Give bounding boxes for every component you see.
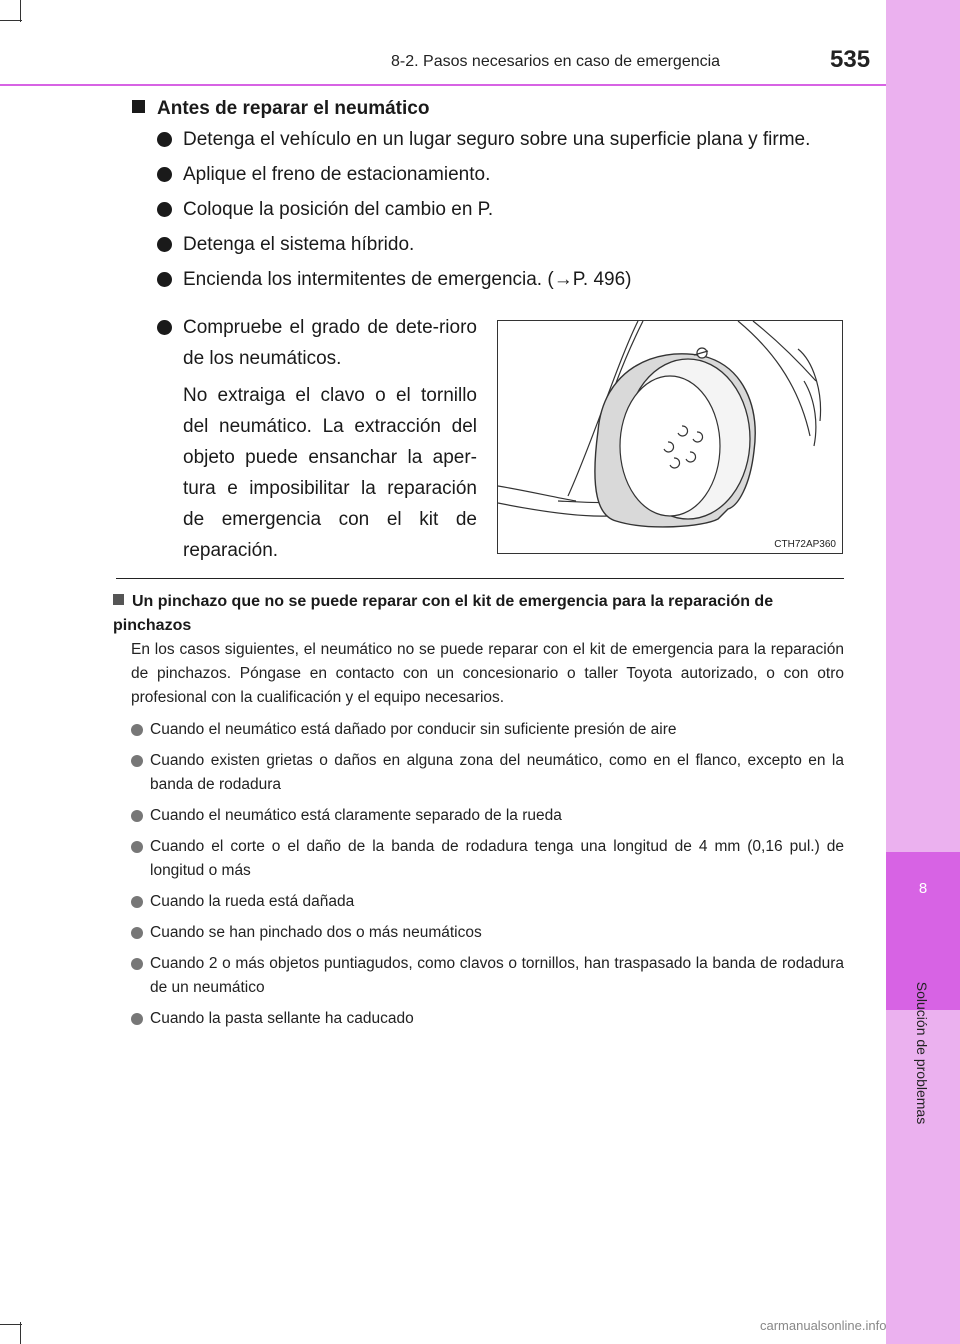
bullet-dot-icon	[131, 896, 143, 908]
bullet-dot-icon	[131, 1013, 143, 1025]
bullet-dot-icon	[157, 167, 172, 182]
crop-mark	[20, 0, 21, 22]
bullet-dot-icon	[157, 132, 172, 147]
list-item	[157, 264, 843, 295]
note-list	[131, 718, 844, 1038]
bullet-text: Detenga el vehículo en un lugar seguro sobre una superficie plana y firme.	[183, 129, 811, 150]
list-item	[131, 749, 844, 797]
note-body: En los casos siguientes, el neumático no se puede reparar con el kit de emergencia para la reparación de pinchazos. Póngase en contacto con un concesionario o taller Toyota autorizado, o con otro profesional con la cualificación y el equipo necesarios.	[131, 641, 844, 706]
bullet-list	[157, 124, 843, 299]
list-item	[131, 952, 844, 1000]
note-item-text: Cuando el corte o el daño de la banda de rodadura tenga una longitud de 4 mm (0,16 pul.) de longitud o más	[150, 838, 844, 879]
bullet-dot-icon	[131, 927, 143, 939]
bullet-text: Aplique el freno de estacionamiento.	[183, 164, 491, 185]
header-title: 8-2. Pasos necesarios en caso de emergencia	[391, 53, 721, 70]
note-item-text: Cuando se han pinchado dos o más neumáticos	[150, 924, 482, 941]
header-rule	[0, 84, 886, 86]
section-divider	[116, 578, 844, 579]
bullet-dot-icon	[131, 810, 143, 822]
note-heading	[113, 590, 845, 638]
chapter-label: Solución de problemas	[914, 981, 930, 1125]
bullet-dot-icon	[131, 724, 143, 736]
bullet-dot-icon	[157, 272, 172, 287]
list-item	[157, 194, 843, 225]
bullet-dot-icon	[131, 755, 143, 767]
section-heading-text: Antes de reparar el neumático	[157, 98, 430, 119]
side-tab-bar	[886, 0, 960, 1344]
list-item	[157, 124, 843, 155]
wheel-well-drawing	[498, 321, 842, 553]
note-item-text: Cuando el neumático está claramente separado de la rueda	[150, 807, 562, 824]
list-item	[131, 718, 844, 742]
note-item-text: Cuando la rueda está dañada	[150, 893, 355, 910]
watermark: carmanualsonline.info	[760, 1318, 887, 1333]
note-heading-text: Un pinchazo que no se puede reparar con el kit de emergencia para la reparación de pinchazos	[113, 593, 774, 634]
figure-bullet-text: Compruebe el grado de dete-rioro de los neumáticos.	[183, 317, 477, 369]
list-item	[131, 890, 844, 914]
square-bullet-icon	[132, 100, 145, 113]
list-item	[131, 1007, 844, 1031]
list-item	[157, 229, 843, 260]
bullet-dot-icon	[131, 958, 143, 970]
list-item	[131, 835, 844, 883]
page-number: 535	[830, 46, 871, 73]
note-item-text: Cuando existen grietas o daños en alguna zona del neumático, como en el flanco, excepto en la banda de rodadura	[150, 752, 844, 793]
bullet-dot-icon	[157, 320, 172, 335]
note-item-text: Cuando 2 o más objetos puntiagudos, como clavos o tornillos, han traspasado la banda de rodadura de un neumático	[150, 955, 844, 996]
bullet-dot-icon	[157, 202, 172, 217]
list-item	[131, 804, 844, 828]
bullet-text: Encienda los intermitentes de emergencia. (→P. 496)	[183, 269, 632, 290]
figure-bullet-subtext: No extraiga el clavo o el tornillo del neumático. La extracción del objeto puede ensanchar la aper-tura e imposibilitar la reparación de emergencia con el kit de reparación.	[183, 385, 477, 561]
figure-bullet	[157, 312, 477, 566]
bullet-text: Coloque la posición del cambio en P.	[183, 199, 494, 220]
figure-bullet-text-wrap	[157, 312, 477, 374]
bullet-text: Detenga el sistema híbrido.	[183, 234, 415, 255]
list-item	[131, 921, 844, 945]
chapter-number: 8	[918, 880, 928, 897]
section-heading	[132, 98, 429, 120]
crop-mark	[0, 20, 22, 21]
crop-mark	[20, 1322, 21, 1344]
bullet-dot-icon	[131, 841, 143, 853]
note-item-text: Cuando el neumático está dañado por conducir sin suficiente presión de aire	[150, 721, 677, 738]
square-bullet-icon	[113, 594, 124, 605]
crop-mark	[0, 1324, 22, 1325]
list-item	[157, 159, 843, 190]
note-item-text: Cuando la pasta sellante ha caducado	[150, 1010, 414, 1027]
tire-illustration	[497, 320, 843, 554]
bullet-dot-icon	[157, 237, 172, 252]
figure-code: CTH72AP360	[774, 539, 836, 550]
